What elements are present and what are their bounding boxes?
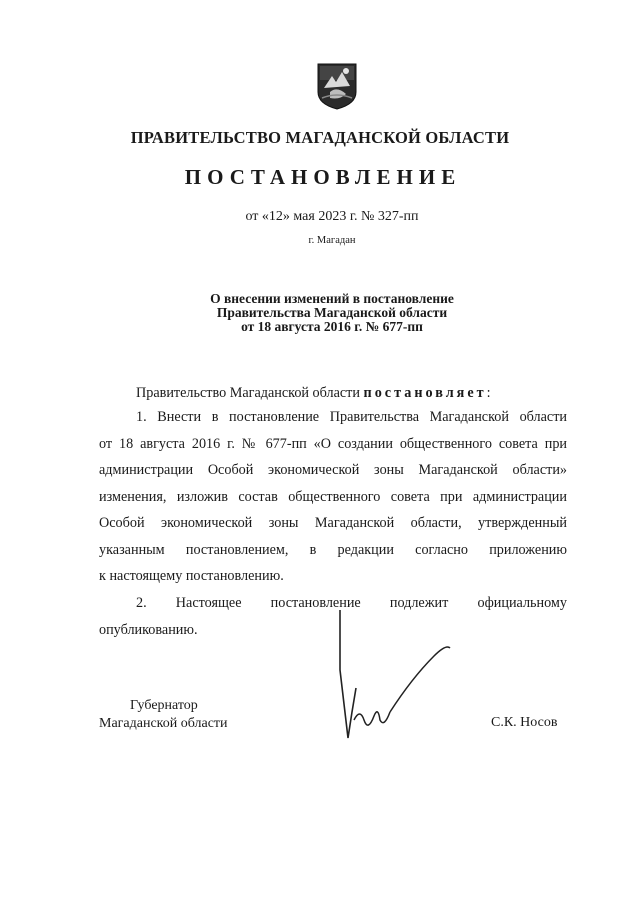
document-date-number: от «12» мая 2023 г. № 327-пп (245, 209, 419, 224)
signer-position (99, 697, 228, 733)
paragraph-line: от 18 августа 2016 г. № 677-пп «О создании общественного совета при (99, 435, 567, 452)
subject-line: от 18 августа 2016 г. № 677-пп (241, 319, 423, 334)
document-place: г. Магадан (308, 235, 356, 246)
paragraph-line: опубликованию. (99, 621, 198, 638)
government-title: ПРАВИТЕЛЬСТВО МАГАДАНСКОЙ ОБЛАСТИ (130, 128, 510, 147)
preamble-verb: постановляет (363, 385, 487, 401)
document-type: ПОСТАНОВЛЕНИЕ (184, 165, 462, 189)
preamble-text: Правительство Магаданской области (136, 385, 360, 401)
paragraph-line: администрации Особой экономической зоны Магаданской области» (99, 462, 567, 478)
paragraph-line: 1. Внести в постановление Правительства Магаданской области (136, 409, 567, 425)
handwritten-signature-icon (330, 608, 470, 748)
preamble-colon: : (486, 385, 491, 401)
paragraph-line: Особой экономической зоны Магаданской области, утвержденный (99, 515, 567, 531)
signer-position-line: Губернатор (130, 698, 198, 713)
subject-line: Правительства Магаданской области (216, 305, 448, 320)
document-subject (0, 292, 640, 334)
paragraph-line: указанным постановлением, в редакции согласно приложению (99, 541, 567, 558)
signer-position-line: Магаданской области (99, 716, 228, 731)
paragraph-item-1 (99, 404, 567, 590)
preamble (136, 385, 491, 402)
paragraph-line: изменения, изложив состав общественного совета при администрации (99, 488, 567, 505)
magadan-coat-of-arms-icon (316, 62, 358, 110)
subject-line: О внесении изменений в постановление (210, 291, 454, 306)
paragraph-line: 2. Настоящее постановление подлежит официальному (136, 595, 567, 611)
signer-name: С.К. Носов (491, 715, 558, 730)
paragraph-line: к настоящему постановлению. (99, 568, 284, 584)
